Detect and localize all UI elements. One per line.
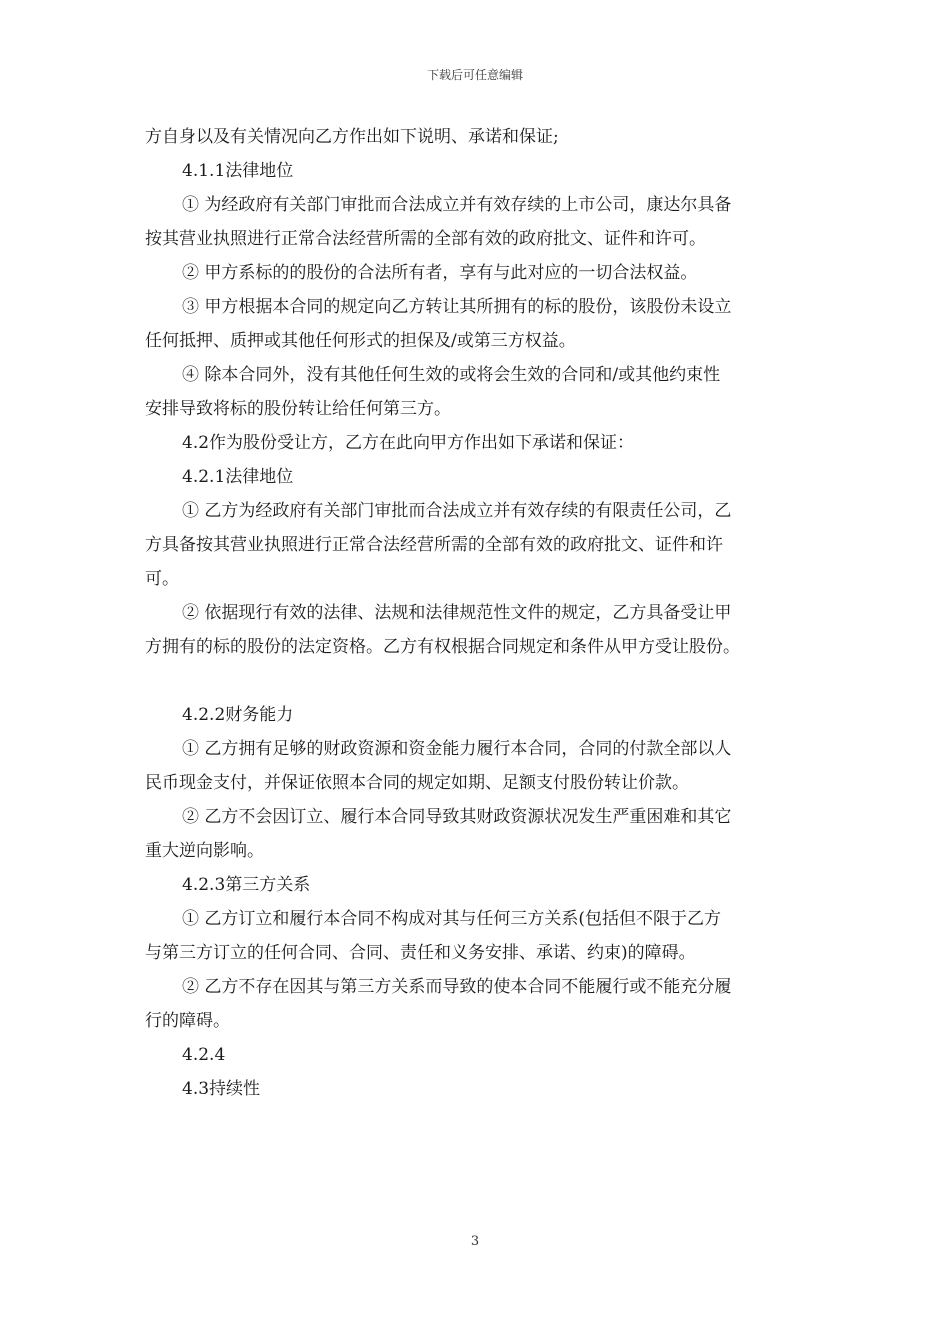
text-line: ① 为经政府有关部门审批而合法成立并有效存续的上市公司，康达尔具备 bbox=[182, 195, 732, 215]
text-line: ① 乙方订立和履行本合同不构成对其与任何三方关系(包括但不限于乙方 bbox=[182, 909, 722, 929]
text-line: ④ 除本合同外，没有其他任何生效的或将会生效的合同和/或其他约束性 bbox=[182, 365, 721, 385]
section-heading: 4.2.1法律地位 bbox=[182, 467, 294, 487]
text-line: 任何抵押、质押或其他任何形式的担保及/或第三方权益。 bbox=[145, 331, 576, 351]
document-body bbox=[145, 120, 820, 1106]
text-line: ② 依据现行有效的法律、法规和法律规范性文件的规定，乙方具备受让甲 bbox=[182, 603, 732, 623]
text-line: 方具备按其营业执照进行正常合法经营所需的全部有效的政府批文、证件和许 bbox=[145, 535, 723, 555]
section-heading: 4.2.4 bbox=[182, 1045, 226, 1065]
text-line: 与第三方订立的任何合同、合同、责任和义务安排、承诺、约束)的障碍。 bbox=[145, 943, 696, 963]
text-line: 民币现金支付，并保证依照本合同的规定如期、足额支付股份转让价款。 bbox=[145, 773, 689, 793]
text-line: 可。 bbox=[145, 569, 179, 589]
text-line: 安排导致将标的股份转让给任何第三方。 bbox=[145, 399, 451, 419]
text-line: ② 乙方不存在因其与第三方关系而导致的使本合同不能履行或不能充分履 bbox=[182, 977, 732, 997]
section-heading: 4.1.1法律地位 bbox=[182, 161, 294, 181]
text-line: ① 乙方拥有足够的财政资源和资金能力履行本合同，合同的付款全部以人 bbox=[182, 739, 732, 759]
text-line: ③ 甲方根据本合同的规定向乙方转让其所拥有的标的股份，该股份未设立 bbox=[182, 297, 732, 317]
section-heading: 4.2作为股份受让方，乙方在此向甲方作出如下承诺和保证： bbox=[182, 433, 635, 453]
section-heading: 4.2.2财务能力 bbox=[182, 705, 294, 725]
text-line: 行的障碍。 bbox=[145, 1011, 230, 1031]
text-line: ① 乙方为经政府有关部门审批而合法成立并有效存续的有限责任公司，乙 bbox=[182, 501, 732, 521]
blank-line bbox=[145, 664, 820, 698]
section-heading: 4.2.3第三方关系 bbox=[182, 875, 311, 895]
page-number: 3 bbox=[470, 1234, 480, 1249]
text-line: ② 乙方不会因订立、履行本合同导致其财政资源状况发生严重困难和其它 bbox=[182, 807, 732, 827]
text-line: 方自身以及有关情况向乙方作出如下说明、承诺和保证; bbox=[145, 127, 559, 147]
text-line: 方拥有的标的股份的法定资格。乙方有权根据合同规定和条件从甲方受让股份。 bbox=[145, 637, 740, 657]
section-heading: 4.3持续性 bbox=[182, 1079, 261, 1099]
text-line: 按其营业执照进行正常合法经营所需的全部有效的政府批文、证件和许可。 bbox=[145, 229, 706, 249]
text-line: ② 甲方系标的的股份的合法所有者，享有与此对应的一切合法权益。 bbox=[182, 263, 698, 283]
page-header: 下载后可任意编辑 bbox=[426, 68, 523, 82]
text-line: 重大逆向影响。 bbox=[145, 841, 264, 861]
